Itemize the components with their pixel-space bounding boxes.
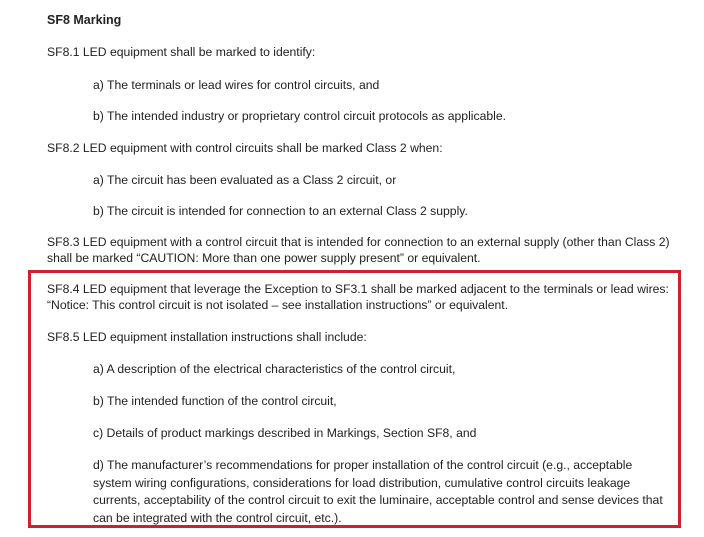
- sf8-1-item-a: a) The terminals or lead wires for control circuits, and: [93, 78, 380, 92]
- section-heading: SF8 Marking: [47, 13, 122, 27]
- sf8-2-paragraph: SF8.2 LED equipment with control circuits shall be marked Class 2 when:: [47, 141, 443, 155]
- sf8-5-item-d: d) The manufacturer’s recommendations for proper installation of the control circuit (e.g., acceptable system wiring configurations, considerations for load distribution, cumulative control circuits leakage currents, acceptability of the control circuit to exit the luminaire, acceptable control and sense devices that can be integrated with the control circuit, etc.).: [93, 458, 663, 525]
- sf8-4-paragraph: SF8.4 LED equipment that leverage the Exception to SF3.1 shall be marked adjacent to the terminals or lead wires: “Notice: This control circuit is not isolated – see installation instructions” or equivalent.: [47, 282, 669, 312]
- sf8-5-paragraph: SF8.5 LED equipment installation instructions shall include:: [47, 330, 367, 344]
- sf8-3-paragraph: SF8.3 LED equipment with a control circuit that is intended for connection to an external supply (other than Class 2) shall be marked “CAUTION: More than one power supply present” or equivalent.: [47, 235, 670, 265]
- sf8-1-item-b: b) The intended industry or proprietary control circuit protocols as applicable.: [93, 109, 507, 123]
- sf8-2-item-a: a) The circuit has been evaluated as a Class 2 circuit, or: [93, 173, 397, 187]
- sf8-1-paragraph: SF8.1 LED equipment shall be marked to identify:: [47, 45, 316, 59]
- sf8-5-item-c: c) Details of product markings described in Markings, Section SF8, and: [93, 426, 477, 440]
- sf8-5-item-a: a) A description of the electrical characteristics of the control circuit,: [93, 362, 456, 376]
- sf8-5-item-b: b) The intended function of the control circuit,: [93, 394, 337, 408]
- sf8-2-item-b: b) The circuit is intended for connection to an external Class 2 supply.: [93, 204, 468, 218]
